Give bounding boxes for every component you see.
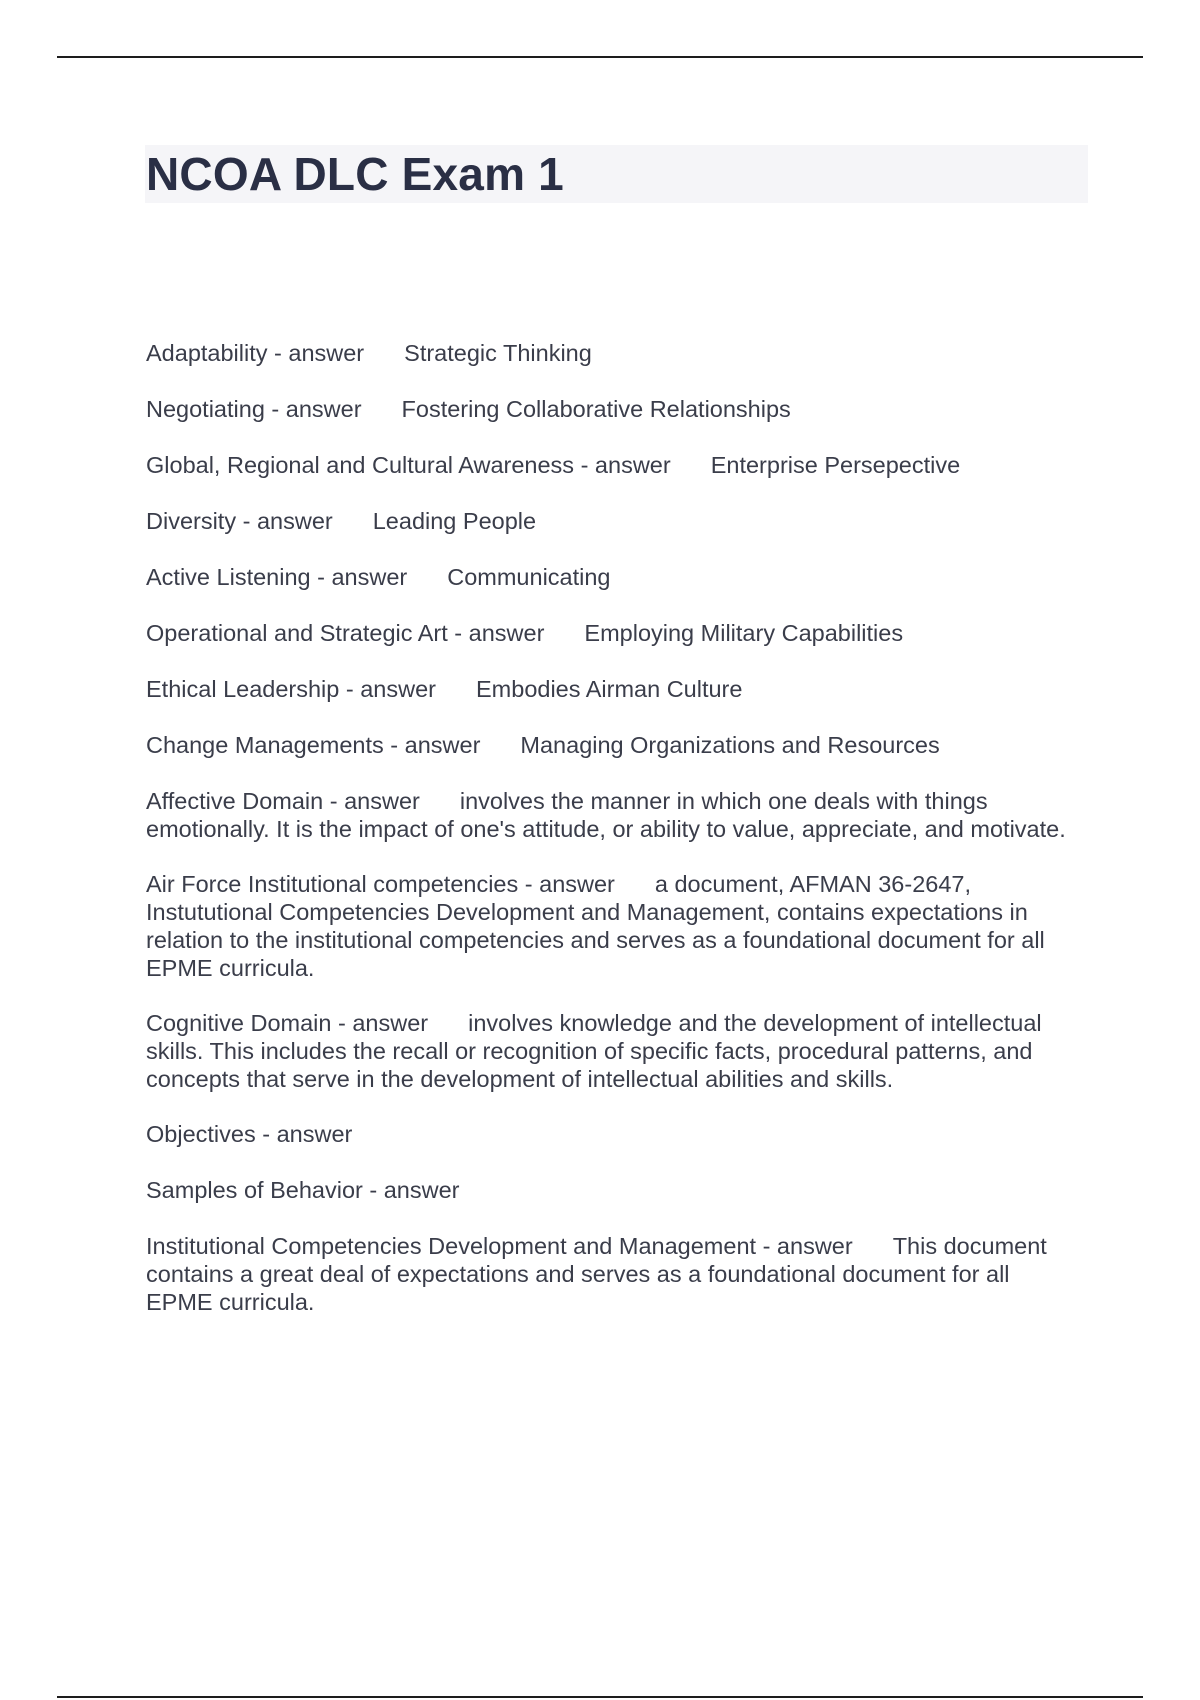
qa-answer: Managing Organizations and Resources bbox=[520, 732, 940, 758]
qa-term: Objectives - answer bbox=[146, 1121, 353, 1147]
qa-term: Institutional Competencies Development and Management - answer bbox=[146, 1233, 853, 1259]
qa-term: Change Managements - answer bbox=[146, 732, 481, 758]
qa-answer: Embodies Airman Culture bbox=[476, 676, 743, 702]
qa-answer: involves the manner in which one deals with things emotionally. It is the impact of one's attitude, or ability to value, appreciate, and motivate. bbox=[146, 788, 1066, 842]
bottom-divider bbox=[57, 1696, 1143, 1698]
qa-item bbox=[146, 339, 1076, 367]
qa-item bbox=[146, 787, 1076, 843]
qa-answer: Leading People bbox=[372, 508, 537, 534]
qa-answer: Employing Military Capabilities bbox=[584, 620, 904, 646]
qa-term: Global, Regional and Cultural Awareness - answer bbox=[146, 452, 671, 478]
qa-answer: Strategic Thinking bbox=[404, 340, 592, 366]
qa-answer: involves knowledge and the development of intellectual skills. This includes the recall or recognition of specific facts, procedural patterns, and concepts that serve in the development of intellectual abilities and skills. bbox=[146, 1010, 1049, 1092]
qa-term: Diversity - answer bbox=[146, 508, 333, 534]
qa-term: Adaptability - answer bbox=[146, 340, 365, 366]
qa-item bbox=[146, 1120, 1076, 1148]
qa-item bbox=[146, 395, 1076, 423]
qa-answer: Fostering Collaborative Relationships bbox=[401, 396, 791, 422]
qa-term: Samples of Behavior - answer bbox=[146, 1177, 460, 1203]
qa-item bbox=[146, 619, 1076, 647]
qa-item bbox=[146, 563, 1076, 591]
qa-term: Operational and Strategic Art - answer bbox=[146, 620, 545, 646]
qa-item bbox=[146, 1232, 1076, 1316]
document-title: NCOA DLC Exam 1 bbox=[146, 148, 564, 200]
qa-list bbox=[146, 339, 1076, 1343]
qa-item bbox=[146, 870, 1076, 982]
qa-term: Active Listening - answer bbox=[146, 564, 408, 590]
qa-term: Affective Domain - answer bbox=[146, 788, 420, 814]
qa-term: Cognitive Domain - answer bbox=[146, 1010, 429, 1036]
qa-item bbox=[146, 451, 1076, 479]
qa-item bbox=[146, 731, 1076, 759]
qa-item bbox=[146, 507, 1076, 535]
qa-term: Ethical Leadership - answer bbox=[146, 676, 436, 702]
qa-item bbox=[146, 1176, 1076, 1204]
qa-item bbox=[146, 675, 1076, 703]
top-divider bbox=[57, 56, 1143, 58]
qa-answer: Enterprise Persepective bbox=[710, 452, 961, 478]
qa-answer: Communicating bbox=[447, 564, 611, 590]
qa-item bbox=[146, 1009, 1076, 1093]
qa-answer: a document, AFMAN 36-2647, Instututional Competencies Development and Management, contains expectations in relation to the institutional competencies and serves as a foundational document for all EPME curricula. bbox=[146, 871, 1052, 981]
qa-term: Negotiating - answer bbox=[146, 396, 362, 422]
qa-term: Air Force Institutional competencies - answer bbox=[146, 871, 615, 897]
qa-answer: This document contains a great deal of expectations and serves as a foundational document for all EPME curricula. bbox=[146, 1233, 1054, 1315]
